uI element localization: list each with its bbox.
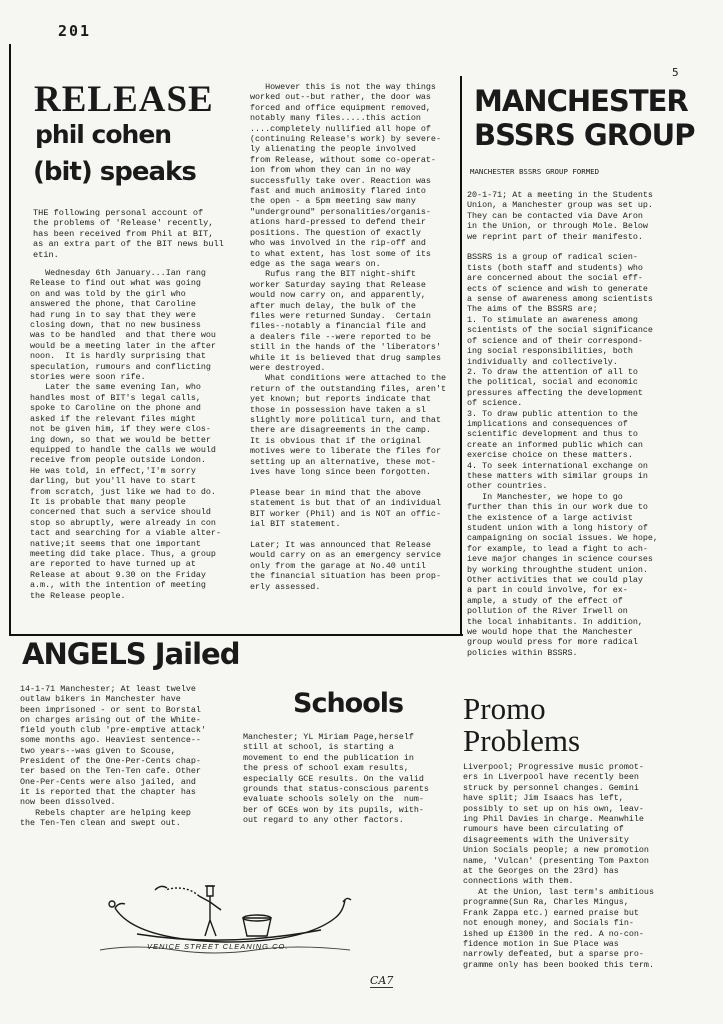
angels-title: ANGELS Jailed bbox=[22, 637, 240, 671]
release-intro: THE following personal account of the problems of 'Release' recently, has been received from Phil at BIT, as an extra part of the BIT news bull etin. bbox=[33, 208, 224, 260]
promo-body: Liverpool; Progressive music promot- ers in Liverpool have recently been struck by personnel changes. Gemini have split; Jim Isaacs has left, possibly to set up on his own, leav- ing Phil Davies in charge. Meanwhile rumours have been circulating of disagreements with the University Union Socials people; a new promotion name, 'Vulcan' (presenting Tom Paxton at the Georges on the 23rd) has connections with them. At the Union, last term's ambitious programme(Sun Ra, Charles Mingus, Frank Zappa etc.) earned praise but not enough money, and Socials fin- ished up £1300 in the red. A no-con- fidence motion in Sue Place was narrowly defeated, but a sparse pro- gramme only has been booked this term. bbox=[463, 762, 654, 970]
cartoon-caption: VENICE STREET CLEANING CO. bbox=[147, 942, 289, 951]
schools-body: Manchester; YL Miriam Page,herself still at school, is starting a movement to end the publication in the press of school exam results, especially GCE results. On the valid grounds that status-conscious parents evaluate schools solely on the num- ber of GCEs won by its pupils, with- out regard to any other factors. bbox=[243, 732, 429, 826]
manchester-title-1: MANCHESTER bbox=[474, 84, 688, 118]
page-number-top: 201 bbox=[58, 22, 92, 40]
box-rule-left bbox=[9, 44, 11, 636]
angels-body: 14-1-71 Manchester; At least twelve outlaw bikers in Manchester have been imprisoned - or sent to Borstal on charges arising out of the White- field youth club 'pre-emptive attack' some months ago. Heaviest sentence-- two years--was given to Scouse, President of the One-Per-Cents chap- ter based on the Ten-Ten cafe. Other One-Per-Cents were also jailed, and it is reported that the chapter has now been dissolved. Rebels chapter are helping keep the Ten-Ten clean and swept out. bbox=[20, 684, 206, 828]
manchester-body: 20-1-71; At a meeting in the Students Union, a Manchester group was set up. They can be contacted via Dave Aron in the Union, or through Mole. Below we reprint part of their manifesto. BSSRS is a group of radical scien- tists (both staff and students) who are concerned about the social eff- ects of science and wish to generate a sense of awareness among scientists The aims of the BSSRS are; 1. To stimulate an awareness among scientists of the social significance of science and of their correspond- ing social responsibilities, both individually and collectively. 2. To draw the attention of all to the political, social and economic pressures affecting the development of science. 3. To draw public attention to the implications and consequences of scientific development and thus to create an informed public which can exercise choice on these matters. 4. To seek international exchange on these matters with similar groups in other countries. In Manchester, we hope to go further than this in our work due to the existence of a large activist student union with a long history of campaigning on social issues. We hope, for example, to lead a fight to ach- ieve major changes in science courses by working throughthe student union. Other activities that we could play a part in could involve, for ex- ample, a study of the effect of pollution of the River Irwell on the local inhabitants. In addition, we would hope that the Manchester group would press for more radical policies within BSSRS. bbox=[467, 190, 658, 658]
release-title: RELEASE bbox=[34, 79, 214, 120]
footer-mark: CA7 bbox=[370, 974, 394, 987]
release-subtitle-1: phil cohen bbox=[35, 120, 172, 149]
schools-title: Schools bbox=[293, 688, 404, 719]
promo-title-2: Problems bbox=[463, 723, 581, 758]
manchester-kicker: MANCHESTER BSSRS GROUP FORMED bbox=[470, 167, 600, 176]
page-number-right: 5 bbox=[672, 66, 679, 79]
release-body-column-1: Wednesday 6th January...Ian rang Release to find out what was going on and was told by the girl who answered the phone, that Caroline had rung in to say that they were closing down, that no new business was to be handled and that there wou would be a meeting later in the after noon. It is hardly surprising that speculation, rumours and conflicting stories were soon rife. Later the same evening Ian, who handles most of BIT's legal calls, spoke to Caroline on the phone and asked if the relevant files might not be given him, if they were clos- ing down, so that we would be better equipped to handle the calls we would receive from people outside London. He was told, in effect,'I'm sorry darling, but you'll have to start from scratch, just like we had to do. It is probable that many people concerned that such a service should stop so abruptly, were already in con tact and searching for a viable alter- native;it seems that one important meeting did take place. Thus, a group are reported to have turned up at Release at about 9.30 on the Friday a.m., with the intention of meeting the Release people. bbox=[30, 268, 221, 601]
release-subtitle-2: (bit) speaks bbox=[33, 157, 196, 187]
gondolier-figure bbox=[199, 886, 221, 936]
promo-title-1: Promo bbox=[463, 691, 546, 726]
manchester-title-2: BSSRS GROUP bbox=[474, 118, 695, 152]
release-body-column-2: However this is not the way things worked out--but rather, the door was forced and office equipment removed, notably many files.....this action ....completely nullified all hope of (continuing Release's work) by severe- ly alienating the people involved from Release, without some co-operat- ion from whom they can in no way successfully take over. Reaction was fast and much animosity flared into the open - a 5pm meeting saw many "underground" personalities/organis- ations hard-pressed to defend their positions. The question of exactly who was involved in the rip-off and to what extent, has lost some of its edge as the saga wears on. Rufus rang the BIT night-shift worker Saturday saying that Release would now carry on, and apparently, after much delay, the bulk of the files were returned Sunday. Certain files--notably a financial file and a dealers file --were reported to be still in the hands of the 'liberators' while it is believed that drug samples were destroyed. What conditions were attached to the return of the outstanding files, aren't yet known; but reports indicate that those in possession have taken a sl slightly more political turn, and that there are disagreements in the camp. It is obvious that if the original motives were to liberate the files for setting up an alternative, these mot- ives have long since been forgotten. Please bear in mind that the above statement is but that of an individual BIT worker (Phil) and is NOT an offic- ial BIT statement. Later; It was announced that Release would carry on as an emergency service only from the garage at No.40 until the financial situation has been prop- erly assessed. bbox=[250, 82, 447, 592]
